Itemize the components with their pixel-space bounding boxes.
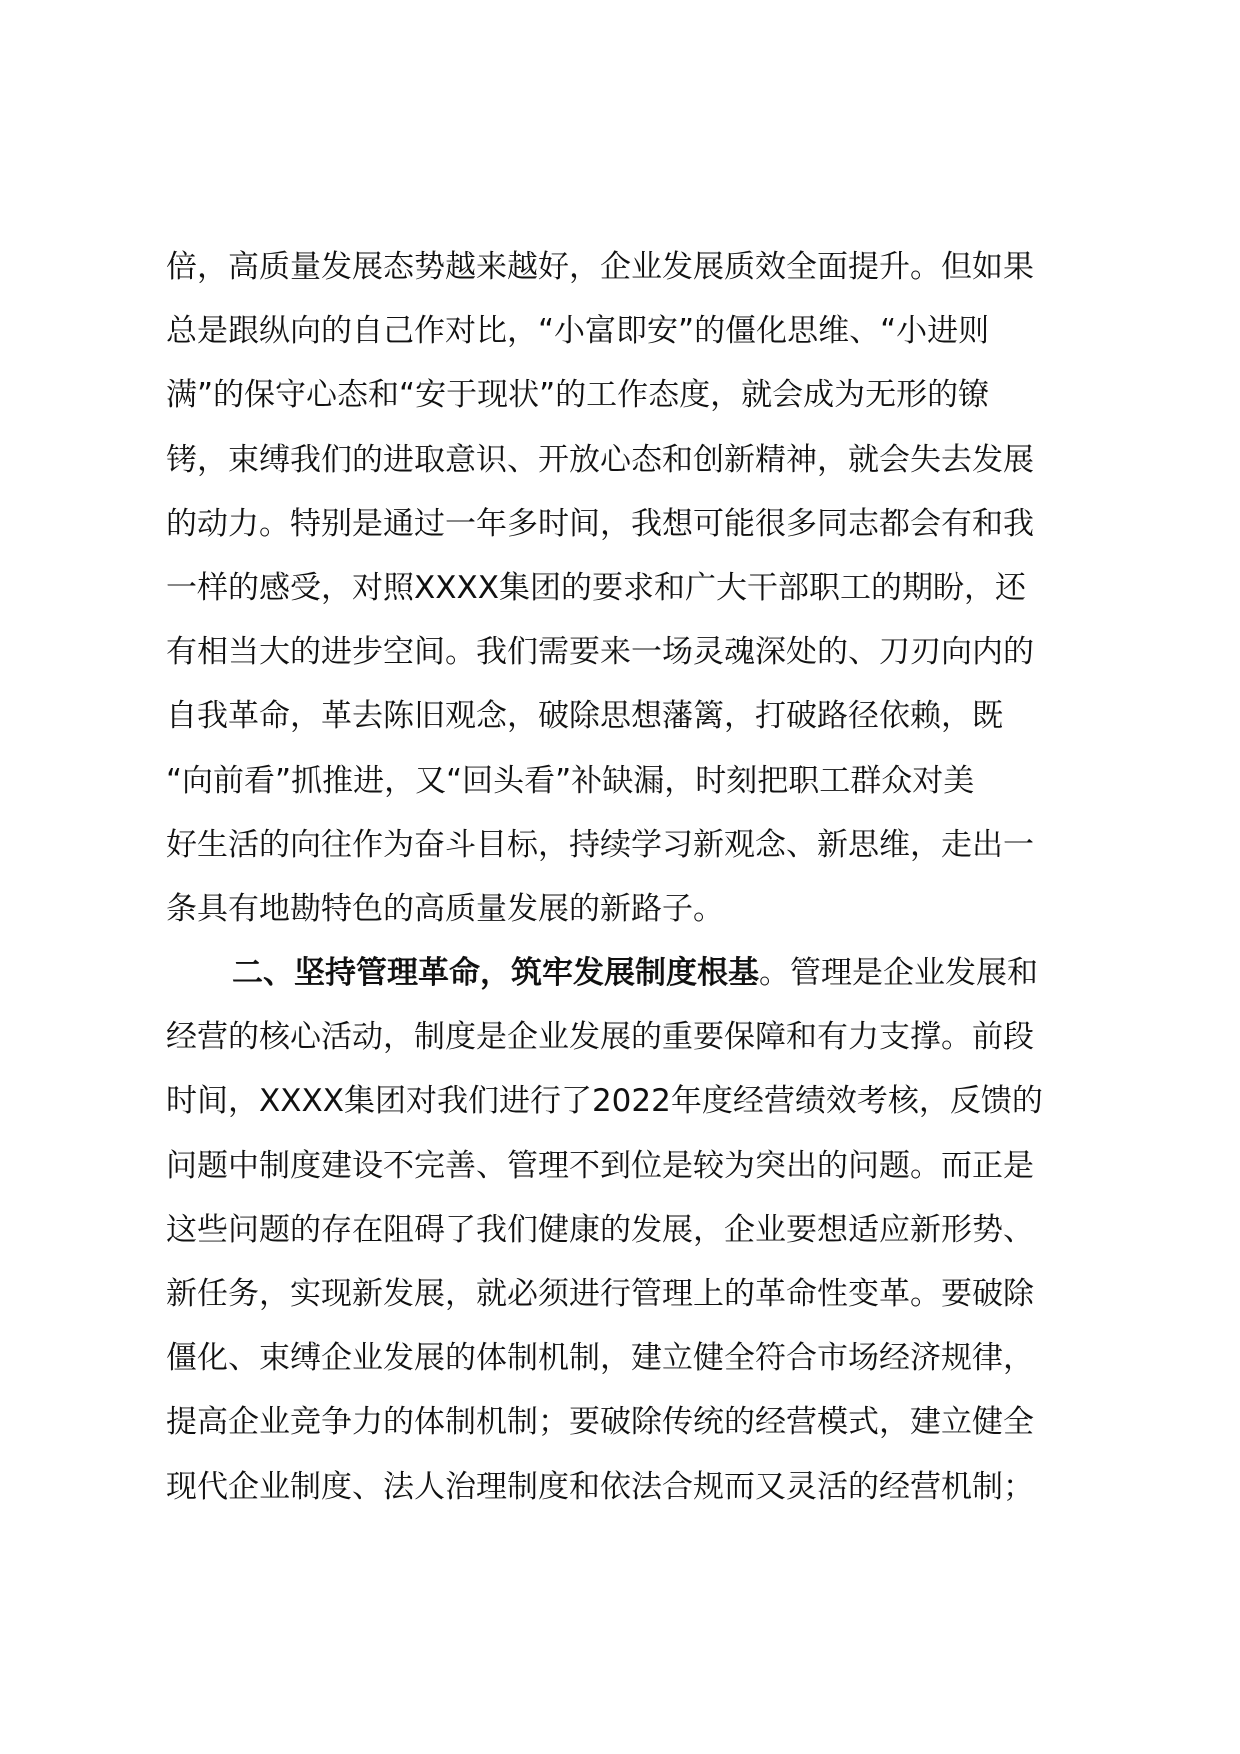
text-line: 提高企业竞争力的体制机制；要破除传统的经营模式，建立健全 — [166, 1404, 1034, 1441]
paragraph-2 — [166, 941, 1106, 1519]
text-line: 这些问题的存在阻碍了我们健康的发展，企业要想适应新形势、 — [166, 1211, 1034, 1248]
text-line: 新任务，实现新发展，就必须进行管理上的革命性变革。要破除 — [166, 1276, 1034, 1312]
text-line: “向前看”抓推进，又“回头看”补缺漏，时刻把职工群众对美 — [166, 762, 975, 799]
body-text — [166, 235, 1106, 1519]
section-heading: 二、坚持管理革命，筑牢发展制度根基 — [232, 955, 759, 992]
text-line-first — [166, 941, 1106, 1005]
text-line: 总是跟纵向的自己作对比，“小富即安”的僵化思维、“小进则 — [166, 313, 990, 350]
heading-continuation: 。管理是企业发展和 — [759, 955, 1038, 992]
text-line: 时间，XXXX集团对我们进行了2022年度经营绩效考核，反馈的 — [166, 1083, 1043, 1120]
text-line: 条具有地勘特色的高质量发展的新路子。 — [166, 890, 724, 927]
text-line: 倍，高质量发展态势越来越好，企业发展质效全面提升。但如果 — [166, 249, 1034, 285]
text-line: 好生活的向往作为奋斗目标，持续学习新观念、新思维，走出一 — [166, 826, 1034, 863]
text-line: 僵化、束缚企业发展的体制机制，建立健全符合市场经济规律， — [166, 1340, 1034, 1377]
text-line: 现代企业制度、法人治理制度和依法合规而又灵活的经营机制； — [166, 1468, 1034, 1505]
paragraph-1 — [166, 235, 1106, 941]
text-line: 自我革命，革去陈旧观念，破除思想藩篱，打破路径依赖，既 — [166, 698, 1003, 735]
text-line: 问题中制度建设不完善、管理不到位是较为突出的问题。而正是 — [166, 1147, 1034, 1184]
text-line: 一样的感受，对照XXXX集团的要求和广大干部职工的期盼，还 — [166, 569, 1026, 606]
text-line: 铐，束缚我们的进取意识、开放心态和创新精神，就会失去发展 — [166, 441, 1034, 478]
text-line: 经营的核心活动，制度是企业发展的重要保障和有力支撑。前段 — [166, 1019, 1034, 1056]
text-line: 有相当大的进步空间。我们需要来一场灵魂深处的、刀刃向内的 — [166, 634, 1034, 671]
text-line: 的动力。特别是通过一年多时间，我想可能很多同志都会有和我 — [166, 505, 1034, 542]
text-line: 满”的保守心态和“安于现状”的工作态度，就会成为无形的镣 — [166, 377, 990, 414]
